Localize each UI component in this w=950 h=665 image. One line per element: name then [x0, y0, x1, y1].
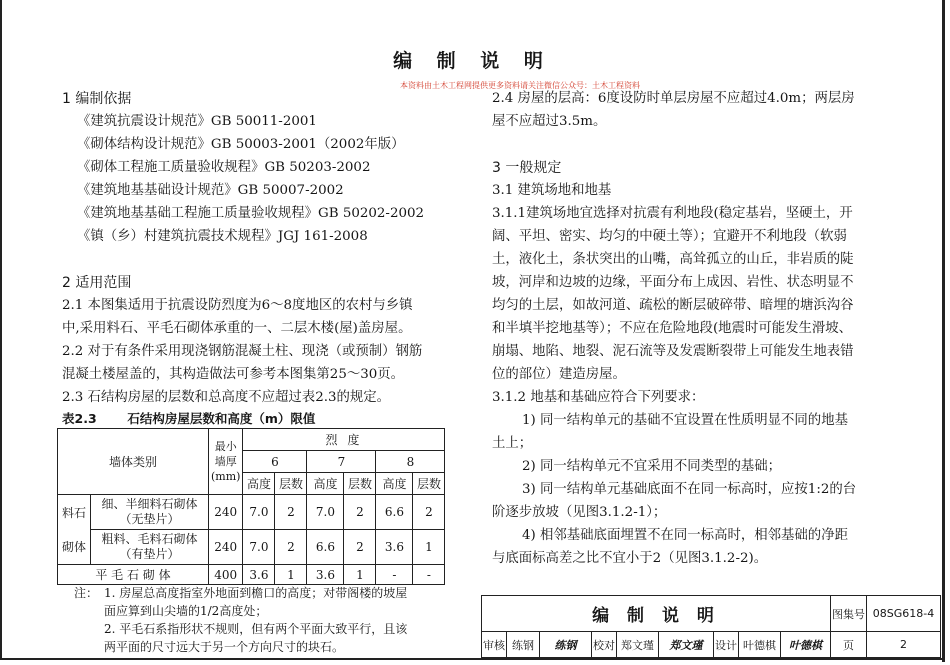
paragraph-line: 1) 同一结构单元的基础不宜设置在性质明显不同的地基	[522, 413, 848, 428]
paragraph-line: 坡，河岸和边坡的边缘，平面分布上成因、岩性、状态明显不	[492, 275, 854, 290]
paragraph-line: 均匀的土层，如故河道、疏松的断层破碎带、暗埋的塘浜沟谷	[492, 298, 854, 313]
review-label: 审核	[482, 632, 507, 658]
table-title: 石结构房屋层数和高度（m）限值	[127, 411, 316, 426]
code-reference: 《建筑地基基础设计规范》GB 50007-2002	[77, 183, 344, 198]
paragraph-line: 与底面标高差之比不宜小于2（见图3.1.2-2)。	[492, 551, 768, 566]
value-cell: 2	[275, 495, 307, 530]
value-cell: 2	[275, 530, 307, 565]
value-cell: 1	[344, 565, 376, 585]
degree-8-header: 8	[376, 451, 445, 473]
value-cell: 2	[413, 495, 445, 530]
thickness-cell: 240	[209, 495, 243, 530]
value-cell: 7.0	[243, 530, 275, 565]
paragraph-line: 3.1.1建筑场地宜选择对抗震有利地段(稳定基岩，坚硬土，开	[492, 206, 853, 221]
paragraph-line: 2.2 对于有条件采用现浇钢筋混凝土柱、现浇（或预制）钢筋	[62, 344, 423, 359]
page-title: 编 制 说 明	[393, 50, 552, 72]
paragraph-line: 2.4 房屋的层高：6度设防时单层房屋不应超过4.0m；两层房	[492, 91, 855, 106]
value-cell: 3.6	[243, 565, 275, 585]
paragraph-line: 中,采用料石、平毛石砌体承重的一、二层木楼(屋)盖房屋。	[62, 321, 412, 336]
paragraph-line: 2.3 石结构房屋的层数和总高度不应超过表2.3的规定。	[62, 390, 391, 405]
note-line: 两平面的尺寸远大于另一个方向尺寸的块石。	[104, 640, 345, 654]
height-header: 高度	[376, 473, 413, 495]
paragraph-line: 4) 相邻基础底面埋置不在同一标高时，相邻基础的净距	[522, 528, 848, 543]
section-2-heading: 2 适用范围	[62, 275, 132, 291]
paragraph-line: 屋不应超过3.5m。	[492, 114, 607, 129]
reviewer-name: 练钢	[507, 632, 540, 658]
value-cell: 1	[275, 565, 307, 585]
degree-6-header: 6	[243, 451, 307, 473]
table-row	[58, 565, 445, 585]
height-header: 高度	[307, 473, 344, 495]
table-caption	[62, 409, 315, 427]
value-cell: 6.6	[376, 495, 413, 530]
floors-header: 层数	[275, 473, 307, 495]
value-cell: 7.0	[243, 495, 275, 530]
paragraph-line: 阔、平坦、密实、均匀的中硬土等）；宜避开不利地段（软弱	[492, 229, 847, 244]
atlas-no: 08SG618-4	[867, 596, 941, 632]
paragraph-line: 阶逐步放坡（见图3.1.2-1）；	[492, 505, 667, 520]
table-row	[58, 495, 445, 530]
value-cell: 3.6	[376, 530, 413, 565]
wall-type-cell: 平 毛 石 砌 体	[58, 565, 209, 585]
value-cell: 7.0	[307, 495, 344, 530]
designer-name: 叶德棋	[739, 632, 781, 658]
min-thickness-header: 最小墙厚(mm)	[209, 429, 243, 495]
notes-label: 注：	[74, 586, 99, 600]
checker-signature: 郑文瑾	[659, 632, 714, 658]
checker-name: 郑文瑾	[617, 632, 659, 658]
code-reference: 《建筑地基基础工程施工质量验收规程》GB 50202-2002	[77, 206, 425, 221]
paragraph-line: 3.1.2 地基和基础应符合下列要求：	[492, 390, 705, 405]
paragraph-line: 2) 同一结构单元不宜采用不同类型的基础；	[522, 459, 782, 474]
value-cell: 6.6	[307, 530, 344, 565]
title-block	[481, 595, 941, 658]
reviewer-signature: 练钢	[540, 632, 592, 658]
floors-header: 层数	[413, 473, 445, 495]
thickness-cell: 400	[209, 565, 243, 585]
table-row	[58, 530, 445, 565]
note-line: 1. 房屋总高度指室外地面到檐口的高度；对带阁楼的坡屋	[104, 586, 408, 600]
row-group-label: 料石砌体	[58, 495, 91, 565]
subsection-heading: 3.1 建筑场地和地基	[492, 183, 612, 198]
value-cell: 2	[344, 495, 376, 530]
thickness-cell: 240	[209, 530, 243, 565]
value-cell: -	[413, 565, 445, 585]
code-reference: 《砌体结构设计规范》GB 50003-2001（2002年版）	[77, 137, 405, 152]
wall-type-cell: 粗料、毛料石砌体（有垫片）	[91, 530, 209, 565]
paragraph-line: 2.1 本图集适用于抗震设防烈度为6～8度地区的农村与乡镇	[62, 298, 413, 313]
height-header: 高度	[243, 473, 275, 495]
limits-table	[57, 428, 445, 585]
paragraph-line: 混凝土楼屋盖的，其构造做法可参考本图集第25～30页。	[62, 367, 405, 382]
designer-signature: 叶德棋	[781, 632, 831, 658]
value-cell: 3.6	[307, 565, 344, 585]
value-cell: 2	[344, 530, 376, 565]
paragraph-line: 土上；	[492, 436, 533, 451]
watermark-text: 本资料由土木工程网提供更多资料请关注微信公众号：土木工程资料	[400, 81, 640, 90]
atlas-no-label: 图集号	[831, 596, 867, 632]
paragraph-line: 3) 同一结构单元基础底面不在同一标高时，应按1:2的台	[522, 482, 857, 497]
page-label: 页	[831, 632, 867, 658]
paragraph-line: 崩塌、地陷、地裂、泥石流等及发震断裂带上可能发生地表错	[492, 344, 854, 359]
code-reference: 《建筑抗震设计规范》GB 50011-2001	[77, 114, 317, 129]
value-cell: 1	[413, 530, 445, 565]
value-cell: -	[376, 565, 413, 585]
degree-7-header: 7	[307, 451, 376, 473]
wall-type-header: 墙体类别	[58, 429, 209, 495]
section-1-heading: 1 编制依据	[62, 91, 132, 107]
paragraph-line: 土，液化土，条状突出的山嘴，高耸孤立的山丘，非岩质的陡	[492, 252, 854, 267]
note-line: 面应算到山尖墙的1/2高度处；	[104, 604, 268, 618]
section-3-heading: 3 一般规定	[492, 160, 562, 176]
intensity-header: 烈 度	[243, 429, 445, 451]
titleblock-title: 编 制 说 明	[482, 596, 831, 632]
floors-header: 层数	[344, 473, 376, 495]
wall-type-cell: 细、半细料石砌体（无垫片）	[91, 495, 209, 530]
page-number: 2	[867, 632, 941, 658]
code-reference: 《砌体工程施工质量验收规程》GB 50203-2002	[77, 160, 371, 175]
paragraph-line: 和半填半挖地基等）；不应在危险地段(地震时可能发生滑坡、	[492, 321, 853, 336]
table-number: 表2.3	[62, 411, 97, 426]
check-label: 校对	[592, 632, 617, 658]
design-label: 设计	[714, 632, 739, 658]
note-line: 2. 平毛石系指形状不规则，但有两个平面大致平行，且该	[104, 622, 408, 636]
code-reference: 《镇（乡）村建筑抗震技术规程》JGJ 161-2008	[77, 229, 368, 244]
paragraph-line: 位的部位）建造房屋。	[492, 367, 626, 382]
frame-right-border	[942, 0, 945, 662]
